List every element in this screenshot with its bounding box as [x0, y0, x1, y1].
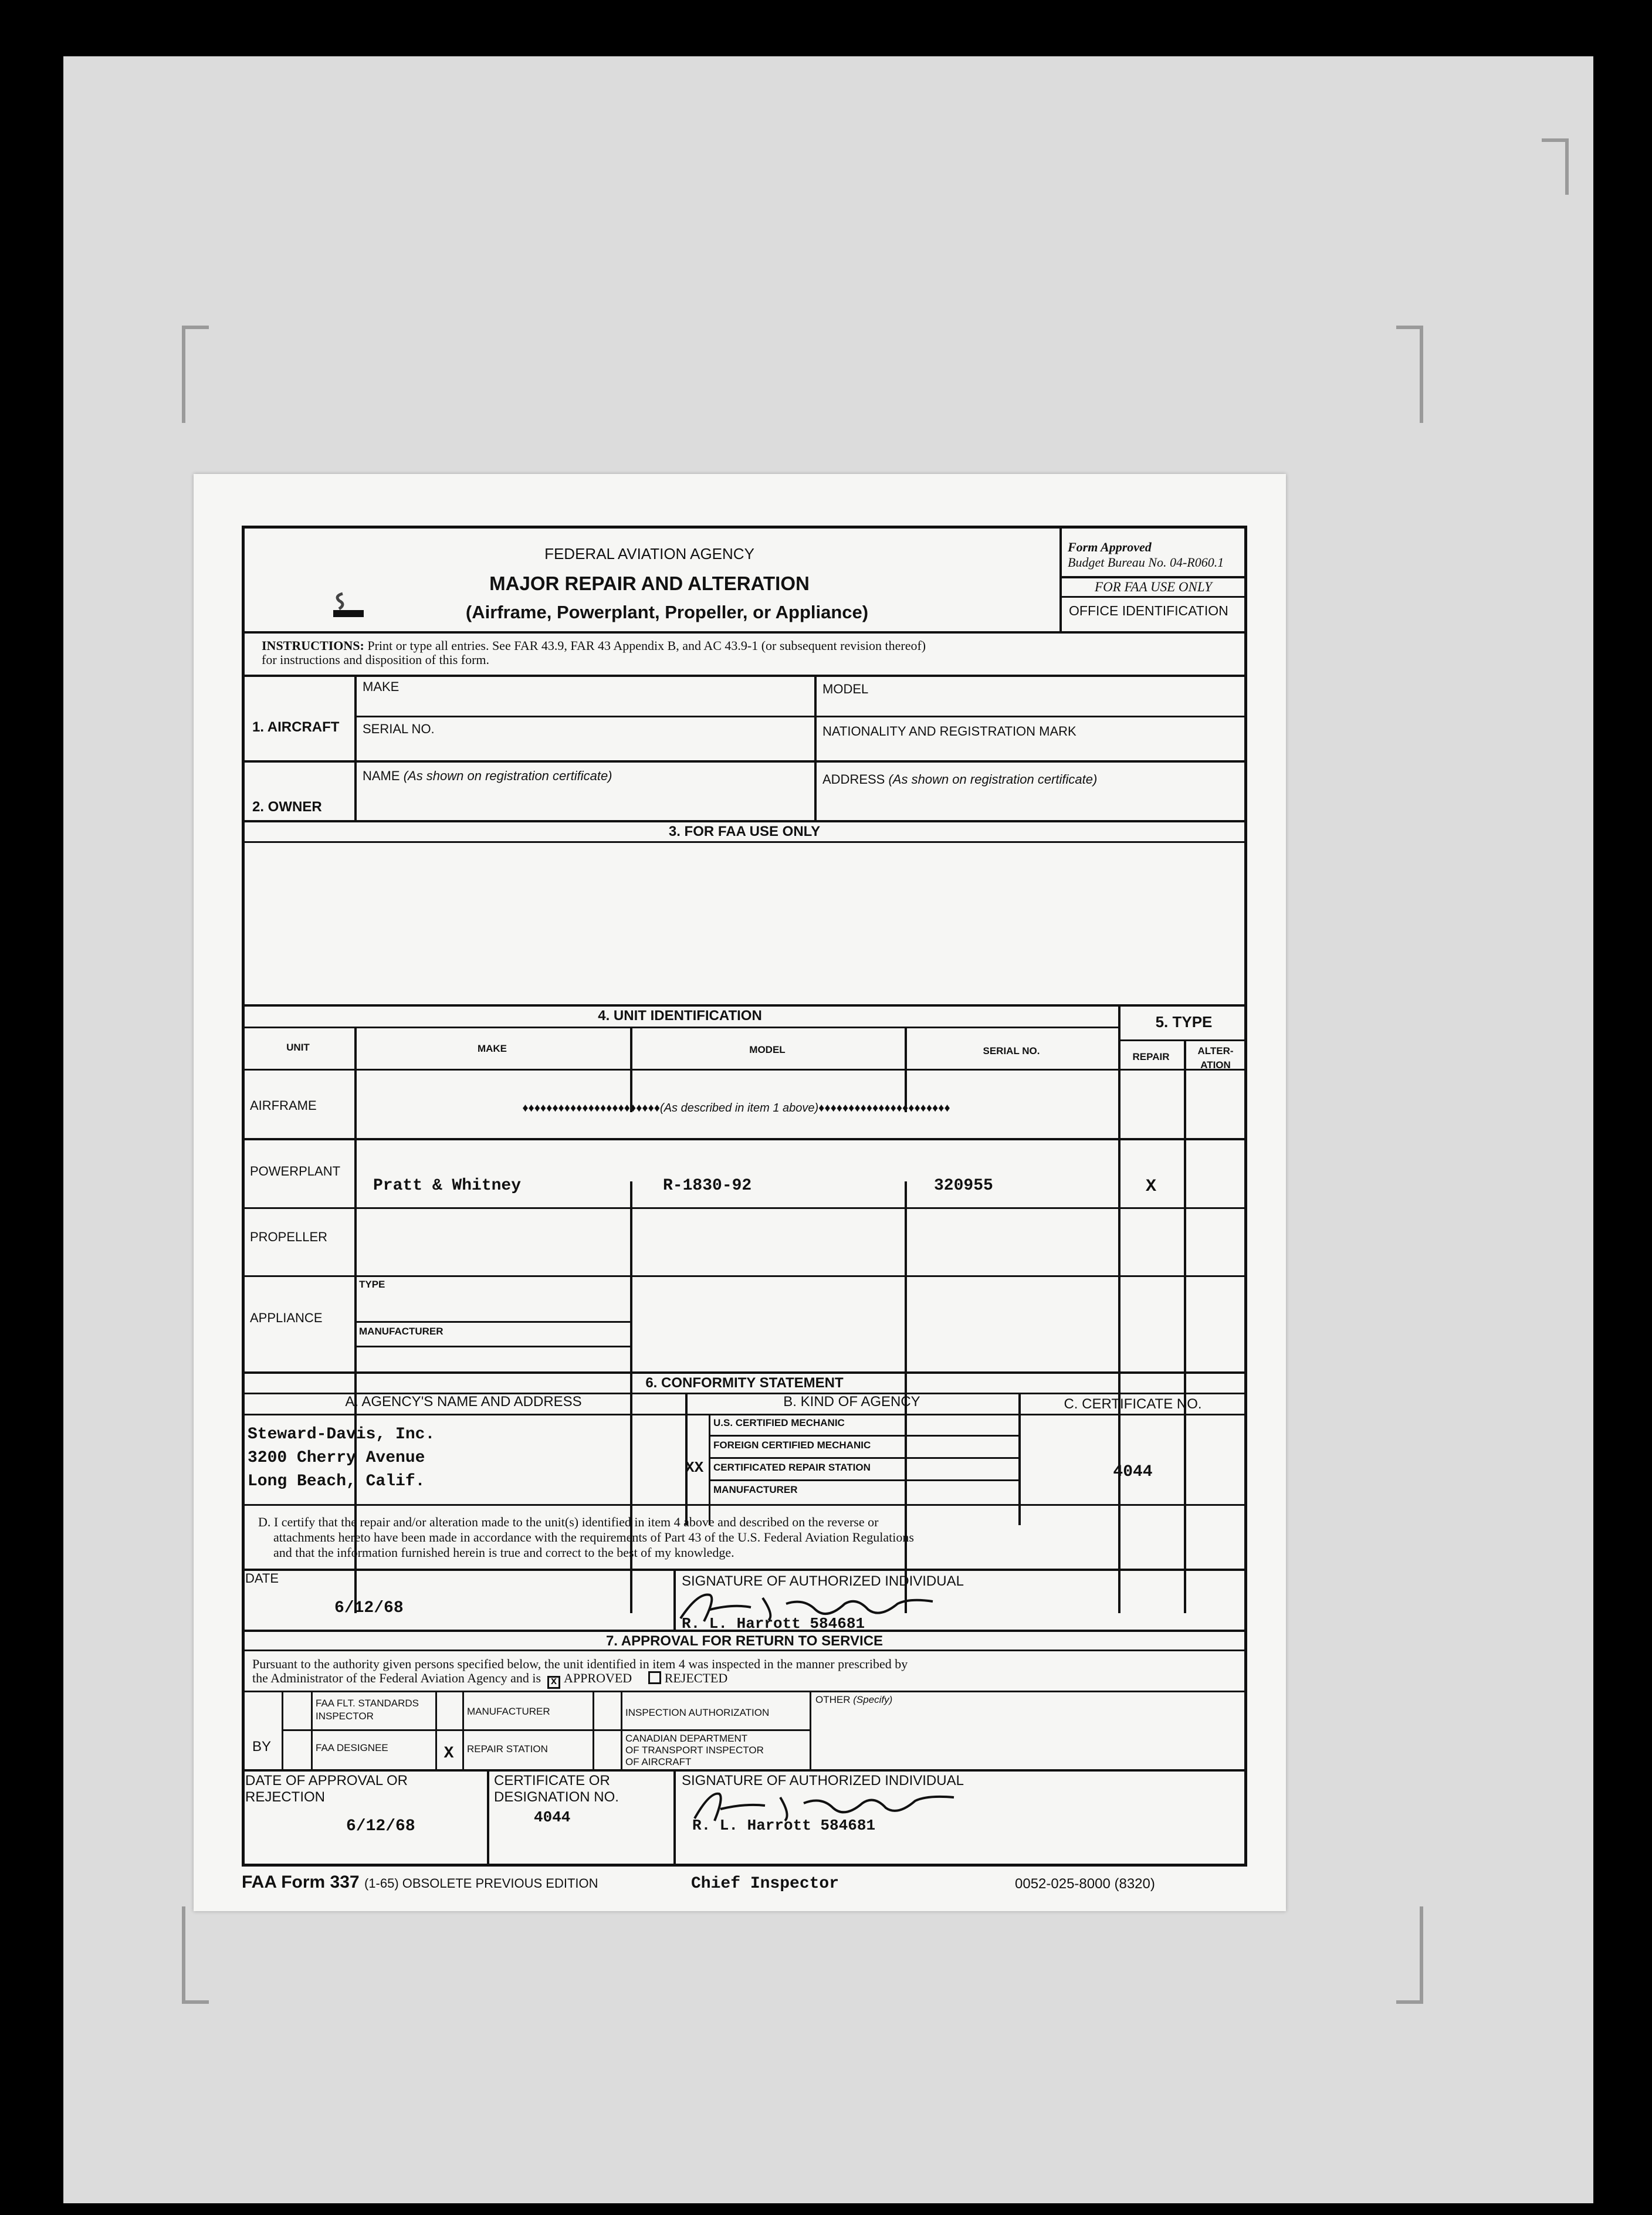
appliance-type: TYPE	[359, 1279, 385, 1290]
typed-title: Chief Inspector	[691, 1875, 839, 1893]
approval-date: 6/12/68	[346, 1817, 415, 1835]
rule	[354, 716, 1247, 717]
kind-foreign-mechanic: FOREIGN CERTIFIED MECHANIC	[713, 1440, 871, 1451]
approval-signature-name: R. L. Harrott 584681	[692, 1817, 876, 1834]
owner-address-note: (As shown on registration certificate)	[888, 772, 1098, 787]
canadian-inspector: CANADIAN DEPARTMENT	[625, 1733, 748, 1744]
owner-address: ADDRESS	[822, 772, 885, 787]
rule	[1184, 1039, 1186, 1613]
crop-mark	[1396, 326, 1423, 423]
certify-statement: D. I certify that the repair and/or alteration made to the unit(s) identified in item 4 above and described on the reverse or	[258, 1515, 879, 1529]
rule	[242, 1769, 1247, 1772]
inspection-authorization: INSPECTION AUTHORIZATION	[625, 1707, 770, 1718]
crop-mark	[182, 326, 209, 423]
cert-designation-number: 4044	[534, 1808, 571, 1826]
powerplant-serial: 320955	[934, 1177, 993, 1195]
other-option	[815, 1694, 892, 1706]
faa-form-337	[194, 474, 1286, 1911]
appliance-manufacturer: MANUFACTURER	[359, 1326, 444, 1337]
rule	[1059, 576, 1247, 578]
rule	[242, 675, 1247, 677]
approval-text: the Administrator of the Federal Aviation Agency and is	[252, 1671, 541, 1685]
agency-city-line: Long Beach, Calif.	[248, 1472, 425, 1491]
agency-name: FEDERAL AVIATION AGENCY	[544, 545, 754, 563]
signature-icon	[675, 1586, 945, 1630]
approval-date-label: DATE OF APPROVAL OR	[245, 1773, 408, 1789]
owner-name-note: (As shown on registration certificate)	[403, 768, 612, 783]
model-label: MODEL	[822, 682, 869, 696]
approval-signature-icon	[686, 1780, 962, 1830]
approval-text-line2	[252, 1671, 727, 1689]
rule	[242, 1004, 1247, 1007]
header-divider	[1059, 526, 1062, 631]
canadian-inspector: OF AIRCRAFT	[625, 1756, 692, 1767]
agency-heading: A. AGENCY'S NAME AND ADDRESS	[345, 1394, 582, 1410]
rule	[810, 1691, 811, 1769]
by-label: BY	[252, 1739, 272, 1755]
faa-flt-inspector: FAA FLT. STANDARDS	[316, 1698, 419, 1709]
kind-heading: B. KIND OF AGENCY	[783, 1394, 920, 1410]
repair-station-mark: X	[444, 1745, 454, 1763]
rule	[814, 675, 817, 820]
rule	[1118, 1004, 1120, 1613]
section-unit-identification: 4. UNIT IDENTIFICATION	[598, 1008, 762, 1024]
rule	[282, 1729, 810, 1731]
row-powerplant: POWERPLANT	[250, 1164, 341, 1178]
other-note: (Specify)	[853, 1694, 893, 1705]
col-serial: SERIAL NO.	[983, 1045, 1040, 1056]
approval-signature-label: SIGNATURE OF AUTHORIZED INDIVIDUAL	[682, 1773, 964, 1789]
owner-address-label	[822, 772, 1097, 787]
powerplant-model: R-1830-92	[663, 1177, 752, 1195]
agency-address-line: 3200 Cherry Avenue	[248, 1449, 425, 1467]
punch-mark-icon	[332, 591, 365, 618]
rule	[242, 1138, 1247, 1140]
approved-checkbox[interactable]	[547, 1676, 560, 1689]
rule	[709, 1415, 710, 1525]
rule	[354, 675, 357, 820]
rule	[354, 1321, 630, 1323]
make-label: MAKE	[363, 679, 400, 694]
budget-number: Budget Bureau No. 04-R060.1	[1068, 555, 1224, 570]
approved-mark: x	[550, 1676, 557, 1688]
rule	[354, 1346, 630, 1347]
rule	[242, 1069, 1247, 1071]
stock-number: 0052-025-8000 (8320)	[1015, 1876, 1155, 1892]
rule	[242, 1691, 1247, 1692]
certificate-heading: C. CERTIFICATE NO.	[1064, 1396, 1202, 1412]
approval-text: Pursuant to the authority given persons specified below, the unit identified in item 4 was inspected in the manner prescribed by	[252, 1657, 908, 1671]
row-propeller: PROPELLER	[250, 1230, 328, 1244]
faa-designee: FAA DESIGNEE	[316, 1742, 388, 1753]
powerplant-repair-mark: X	[1145, 1177, 1156, 1197]
section-approval: 7. APPROVAL FOR RETURN TO SERVICE	[242, 1630, 1247, 1651]
rule	[242, 1504, 1247, 1506]
col-make: MAKE	[477, 1043, 507, 1054]
col-repair: REPAIR	[1132, 1051, 1170, 1062]
kind-repair-station: CERTIFICATED REPAIR STATION	[713, 1462, 871, 1473]
owner-name: NAME	[363, 768, 400, 783]
rule	[242, 1275, 1247, 1277]
cert-designation-label: DESIGNATION NO.	[494, 1789, 619, 1805]
powerplant-make: Pratt & Whitney	[373, 1177, 522, 1195]
approval-date-label: REJECTION	[245, 1789, 326, 1805]
instructions-line: for instructions and disposition of this form.	[262, 652, 490, 667]
section-aircraft: 1. AIRCRAFT	[252, 719, 340, 735]
faa-flt-inspector: INSPECTOR	[316, 1711, 374, 1722]
office-identification: OFFICE IDENTIFICATION	[1069, 603, 1228, 618]
rule	[242, 631, 1247, 634]
nationality-label: NATIONALITY AND REGISTRATION MARK	[822, 724, 1076, 739]
certificate-number: 4044	[1113, 1463, 1153, 1481]
rule	[242, 1569, 1247, 1571]
rule	[242, 1414, 1247, 1415]
instructions-label: INSTRUCTIONS:	[262, 638, 364, 653]
crop-mark	[1542, 138, 1569, 195]
instructions-text	[262, 638, 926, 653]
certify-statement: attachments hereto have been made in accordance with the requirements of Part 43 of the U.S. Federal Aviation Regulations	[273, 1530, 914, 1545]
rule	[1118, 1039, 1247, 1041]
rule	[487, 1769, 489, 1867]
section-type: 5. TYPE	[1155, 1013, 1213, 1031]
agency-name-line: Steward-Davis, Inc.	[248, 1425, 435, 1444]
rule	[242, 1027, 1118, 1028]
form-title: MAJOR REPAIR AND ALTERATION	[489, 573, 810, 594]
footer-form-name	[242, 1872, 598, 1893]
manufacturer-option: MANUFACTURER	[467, 1706, 550, 1717]
rule	[709, 1435, 1018, 1437]
signature-label: SIGNATURE OF AUTHORIZED INDIVIDUAL	[682, 1573, 964, 1589]
conformity-date: 6/12/68	[334, 1599, 404, 1617]
cert-designation-label: CERTIFICATE OR	[494, 1773, 610, 1789]
crop-mark	[182, 1906, 209, 2004]
repair-station-option: REPAIR STATION	[467, 1743, 548, 1755]
kind-manufacturer: MANUFACTURER	[713, 1484, 798, 1495]
rule	[242, 1207, 1247, 1209]
row-appliance: APPLIANCE	[250, 1310, 323, 1325]
col-alteration: ALTER-	[1197, 1045, 1234, 1056]
rule	[242, 760, 1247, 763]
rule	[242, 1650, 1247, 1651]
rule	[673, 1769, 676, 1867]
rejected-label: REJECTED	[664, 1671, 728, 1685]
kind-repair-station-mark: XX	[685, 1459, 704, 1476]
section-faa-use: 3. FOR FAA USE ONLY	[242, 820, 1247, 841]
approved-label: APPROVED	[564, 1671, 632, 1685]
col-alteration: ATION	[1200, 1059, 1231, 1071]
certify-statement: and that the information furnished herein is true and correct to the best of my knowledge.	[273, 1545, 734, 1560]
section-conformity: 6. CONFORMITY STATEMENT	[242, 1371, 1247, 1393]
form-approved: Form Approved	[1068, 540, 1152, 554]
faa-use-only: FOR FAA USE ONLY	[1095, 580, 1212, 594]
signature-name: R. L. Harrott 584681	[682, 1615, 865, 1633]
instructions-line: Print or type all entries. See FAR 43.9, FAR 43 Appendix B, and AC 43.9-1 (or subsequent revision thereof)	[367, 638, 926, 653]
col-unit: UNIT	[286, 1042, 310, 1053]
owner-name-label	[363, 768, 612, 783]
form-number: FAA Form 337	[242, 1872, 360, 1892]
form-subtitle: (Airframe, Powerplant, Propeller, or Appliance)	[465, 602, 869, 622]
other-label: OTHER	[815, 1694, 851, 1705]
rule	[242, 841, 1247, 843]
row-airframe: AIRFRAME	[250, 1098, 317, 1113]
serial-label: SERIAL NO.	[363, 722, 435, 736]
section-owner: 2. OWNER	[252, 799, 322, 815]
rule	[1059, 596, 1247, 598]
form-revision: (1-65) OBSOLETE PREVIOUS EDITION	[364, 1876, 598, 1891]
col-model: MODEL	[749, 1044, 786, 1055]
canadian-inspector: OF TRANSPORT INSPECTOR	[625, 1745, 764, 1756]
airframe-note: ♦♦♦♦♦♦♦♦♦♦♦♦♦♦♦♦♦♦♦♦♦♦♦(As described in item 1 above)♦♦♦♦♦♦♦♦♦♦♦♦♦♦♦♦♦♦♦♦♦♦	[522, 1102, 950, 1115]
kind-us-mechanic: U.S. CERTIFIED MECHANIC	[713, 1417, 845, 1428]
crop-mark	[1396, 1906, 1423, 2004]
rejected-checkbox[interactable]	[648, 1671, 661, 1684]
rule	[709, 1457, 1018, 1459]
rule	[709, 1479, 1018, 1481]
date-label: DATE	[245, 1571, 279, 1586]
